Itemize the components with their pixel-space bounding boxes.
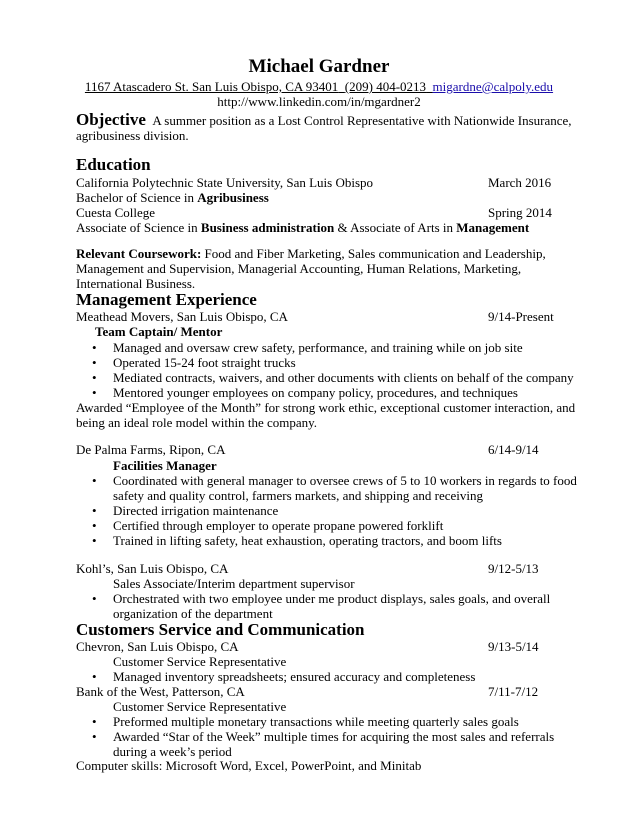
- bullet-icon: •: [92, 669, 97, 684]
- bullet-icon: •: [92, 340, 97, 355]
- email-link[interactable]: migardne@calpoly.edu: [432, 79, 554, 94]
- bullet-icon: •: [92, 714, 97, 729]
- job-depalma-date: 6/14-9/14: [488, 442, 539, 457]
- resume-page: Michael Gardner 1167 Atascadero St. San Luis Obispo, CA 93401 (209) 404-0213 migardne@calpoly.edu http://www.linkedin.com/in/mgardner2 Objective A summer position as a Lost Control Representative with Nationwide Insurance, agribusiness division. Education California Polytechnic State University, San Luis Obispo March 2016 Bachelor of Science in Agribusiness Cuesta College Spring 2014 Associate of Science in Business administration & Associate of Arts in Management Relevant Coursework: Food and Fiber Marketing, Sales communication and Leadership, Management and Supervision, Managerial Accounting, Human Relations, Marketing, International Business. Management Experience Meathead Movers, San Luis Obispo, CA 9/14-Present Team Captain/ Mentor • Managed and oversaw crew safety, performance, and training while on job site • Operated 15-24 foot straight trucks • Mediated contracts, waivers, and other documents with clients on behalf of the company • Mentored younger employees on company policy, procedures, and techniques Awarded “Employee of the Month” for strong work ethic, exceptional customer interaction, and being an ideal role model within the company. De Palma Farms, Ripon, CA 6/14-9/14 Facilities Manager • Coordinated with general manager to oversee crews of 5 to 10 workers in regards to food safety and quality control, farmers markets, and shipping and receiving • Directed irrigation maintenance • Certified through employer to operate propane powered forklift • Trained in lifting safety, heat exhaustion, operating tractors, and boom lifts Kohl’s, San Luis Obispo, CA 9/12-5/13 Sales Associate/Interim department supervisor • Orchestrated with two employee under me product displays, sales goals, and overall organization of the department Customers Service and Communication Chevron, San Luis Obispo, CA 9/13-5/14 Customer Service Representative • Managed inventory spreadsheets; ensured accuracy and completeness Bank of the West, Patterson, CA 7/11-7/12 Customer Service Representative • Preformed multiple monetary transactions while meeting quarterly sales goals • Awarded “Star of the Week” multiple times for acquiring the most sales and referrals during a week’s period Computer skills: Microsoft Word, Excel, PowerPoint, and Minitab: [0, 0, 638, 826]
- coursework-line-3: International Business.: [76, 276, 196, 291]
- award-line-2: being an ideal role model within the company.: [76, 415, 318, 430]
- objective-heading: Objective: [76, 110, 146, 129]
- bullet-icon: •: [92, 473, 97, 488]
- website-link[interactable]: http://www.linkedin.com/in/mgardner2: [217, 94, 421, 109]
- customer-heading: Customers Service and Communication: [76, 620, 365, 639]
- bullet-icon: •: [92, 591, 97, 606]
- bullet-icon: •: [92, 355, 97, 370]
- degree-1: Bachelor of Science in Agribusiness: [76, 190, 269, 205]
- job-meathead: Meathead Movers, San Luis Obispo, CA: [76, 309, 288, 324]
- phone: (209) 404-0213: [344, 79, 427, 94]
- coursework-line-1: Relevant Coursework: Food and Fiber Marketing, Sales communication and Leadership,: [76, 246, 546, 261]
- award-line-1: Awarded “Employee of the Month” for strong work ethic, exceptional customer interaction, and: [76, 400, 576, 415]
- candidate-name: Michael Gardner: [248, 56, 390, 77]
- bullet-icon: •: [92, 503, 97, 518]
- bullet-icon: •: [92, 370, 97, 385]
- school-1: California Polytechnic State University, San Luis Obispo: [76, 175, 374, 190]
- bullet-icon: •: [92, 518, 97, 533]
- job-chevron-date: 9/13-5/14: [488, 639, 539, 654]
- job-meathead-title: Team Captain/ Mentor: [95, 324, 223, 339]
- address: 1167 Atascadero St. San Luis Obispo, CA 93401: [84, 79, 339, 94]
- degree-2: Associate of Science in Business administration & Associate of Arts in Management: [76, 220, 530, 235]
- school-2-date: Spring 2014: [488, 205, 552, 220]
- job-chevron-title: Customer Service Representative: [113, 654, 287, 669]
- bullet-icon: •: [92, 533, 97, 548]
- job-kohls-date: 9/12-5/13: [488, 561, 539, 576]
- bullet-icon: •: [92, 729, 97, 744]
- job-depalma-title: Facilities Manager: [113, 458, 217, 473]
- job-bank-date: 7/11-7/12: [488, 684, 539, 699]
- contact-line: [0, 79, 638, 94]
- job-meathead-date: 9/14-Present: [488, 309, 554, 324]
- computer-skills: Computer skills: Microsoft Word, Excel, PowerPoint, and Minitab: [76, 758, 422, 773]
- job-depalma: De Palma Farms, Ripon, CA: [76, 442, 226, 457]
- objective-text-2: agribusiness division.: [76, 128, 189, 143]
- coursework-line-2: Management and Supervision, Managerial Accounting, Human Relations, Marketing,: [76, 261, 522, 276]
- management-heading: Management Experience: [76, 290, 257, 309]
- job-bank-title: Customer Service Representative: [113, 699, 287, 714]
- bullet-icon: •: [92, 385, 97, 400]
- job-chevron: Chevron, San Luis Obispo, CA: [76, 639, 239, 654]
- school-1-date: March 2016: [488, 175, 552, 190]
- job-bank: Bank of the West, Patterson, CA: [76, 684, 245, 699]
- school-2: Cuesta College: [76, 205, 156, 220]
- job-kohls: Kohl’s, San Luis Obispo, CA: [76, 561, 229, 576]
- education-heading: Education: [76, 155, 151, 174]
- objective-text-1: A summer position as a Lost Control Representative with Nationwide Insurance,: [152, 113, 572, 128]
- job-kohls-title: Sales Associate/Interim department supervisor: [113, 576, 355, 591]
